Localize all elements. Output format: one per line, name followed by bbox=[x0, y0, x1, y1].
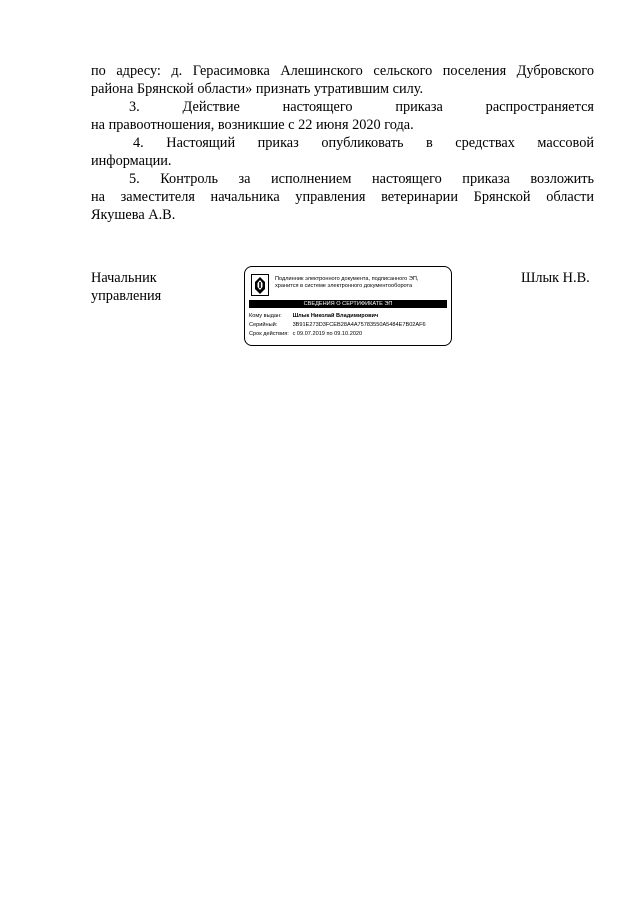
coat-of-arms-icon bbox=[251, 274, 269, 296]
paragraph-4-line-1: 4. Настоящий приказ опубликовать в средствах массовой bbox=[133, 135, 594, 151]
order-text bbox=[91, 62, 594, 224]
signatory-position-line-2: управления bbox=[91, 288, 162, 304]
serial-label: Серийный: bbox=[249, 322, 278, 328]
paragraph-4-line-2: информации. bbox=[91, 153, 172, 169]
certificate-info-bar: СВЕДЕНИЯ О СЕРТИФИКАТЕ ЭП bbox=[249, 300, 447, 308]
validity-row bbox=[249, 331, 449, 338]
stamp-header-line-2: хранится в системе электронного документооборота bbox=[275, 283, 413, 289]
electronic-signature-stamp bbox=[244, 266, 452, 346]
issued-to-row bbox=[249, 313, 449, 320]
validity-value: с 09.07.2019 по 09.10.2020 bbox=[292, 331, 363, 337]
stamp-header-line-1: Подлинник электронного документа, подписанного ЭП, bbox=[275, 276, 419, 282]
paragraph-5-line-2: на заместителя начальника управления ветеринарии Брянской области bbox=[91, 189, 594, 205]
paragraph-3-line-2: на правоотношения, возникшие с 22 июня 2020 года. bbox=[91, 117, 414, 133]
issued-to-value: Шлык Николай Владимирович bbox=[292, 313, 379, 319]
paragraph-5-line-1: 5. Контроль за исполнением настоящего приказа возложить bbox=[129, 171, 594, 187]
signatory-name: Шлык Н.В. bbox=[521, 270, 590, 286]
paragraph-2-line-2: района Брянской области» признать утратившим силу. bbox=[91, 81, 424, 97]
signatory-position-line-1: Начальник bbox=[91, 270, 157, 286]
signatory-position bbox=[91, 269, 161, 305]
validity-label: Срок действия: bbox=[249, 331, 289, 337]
paragraph-2-line-1: по адресу: д. Герасимовка Алешинского сельского поселения Дубровского bbox=[91, 63, 594, 79]
serial-row bbox=[249, 322, 449, 329]
paragraph-5-line-3: Якушева А.В. bbox=[91, 207, 176, 223]
paragraph-3-line-1: 3. Действие настоящего приказа распространяется bbox=[129, 99, 594, 115]
serial-value: 3B91E273D3FCEB28A4A757835​50A5484E7B02AF6 bbox=[292, 322, 426, 328]
stamp-header bbox=[275, 276, 445, 290]
issued-to-label: Кому выдан: bbox=[249, 313, 282, 319]
